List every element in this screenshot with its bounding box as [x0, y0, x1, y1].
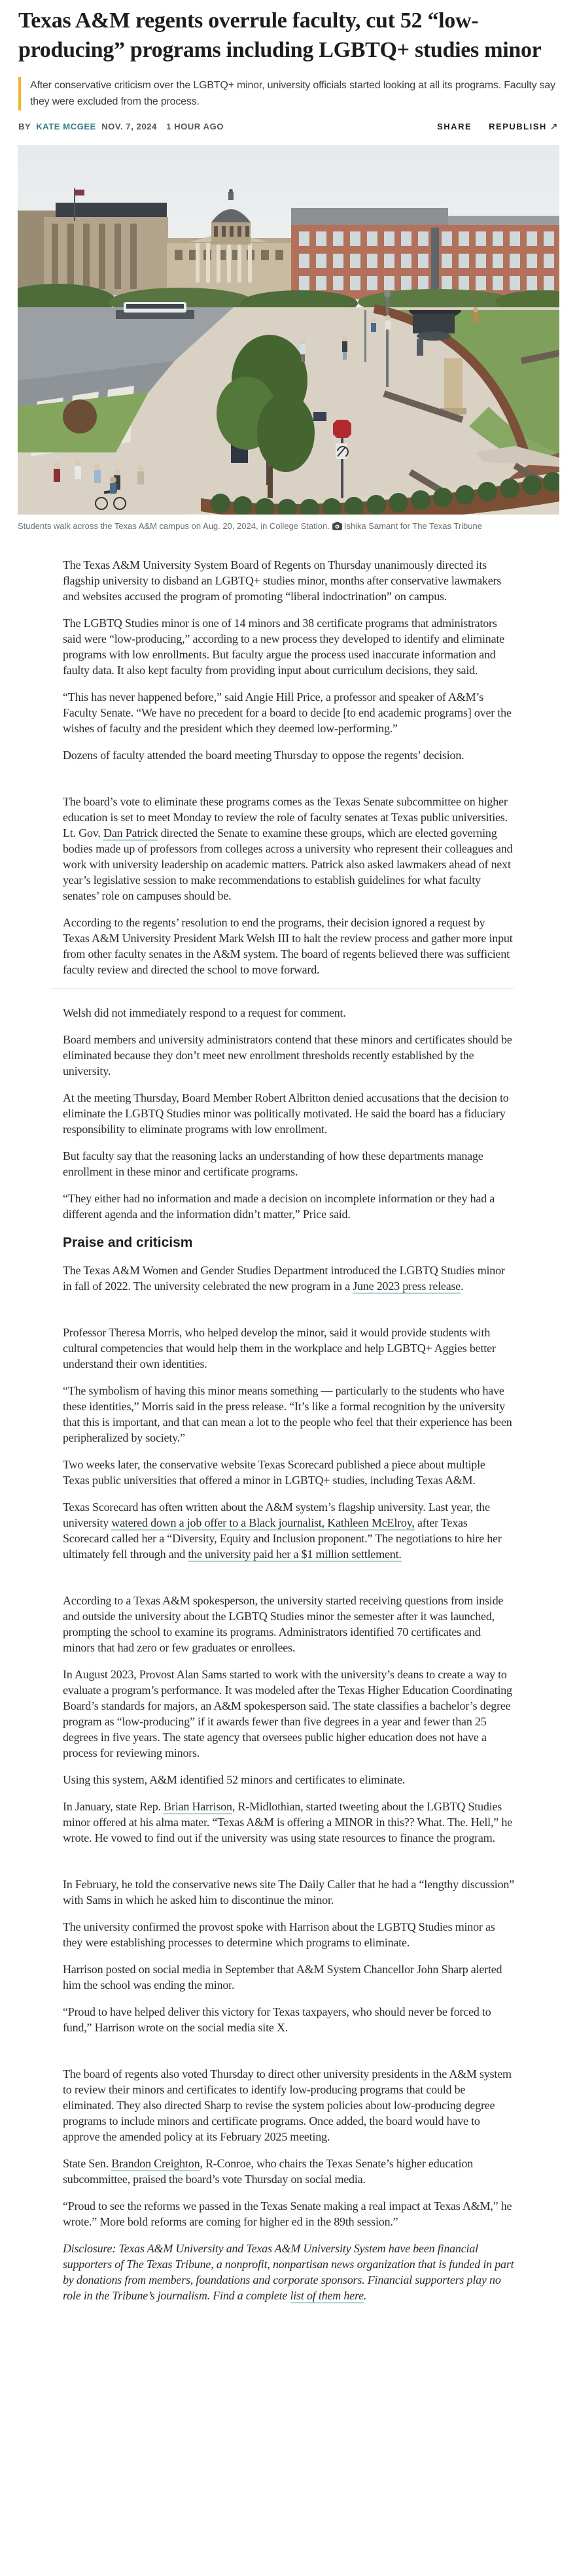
article-paragraph: In January, state Rep. Brian Harrison, R-Midlothian, started tweeting about the LGBTQ Studies minor offered at his alma mater. “Texas A&M is offering a MINOR in this?? What. The. Hell,” he wrote. He vowed to find out if the university was using state resources to finance the program.	[63, 1800, 512, 1845]
photo-caption	[18, 520, 559, 534]
article-paragraph: In August 2023, Provost Alan Sams started to work with the university’s deans to create a way to evaluate a program’s performance. It was modeled after the Texas Higher Education Coordinating Board’s standards for majors, an A&M spokesperson said. The state classifies a bachelor’s degree program as “low-producing” if it awards fewer than five degrees in a year and fewer than 25 degrees in five years. The state agency that oversees public higher education does not have a process for reviewing minors.	[63, 1668, 512, 1760]
ad-spacer	[63, 1857, 514, 1876]
inline-link[interactable]: June 2023 press release	[353, 1280, 461, 1293]
article-page	[0, 7, 577, 2334]
ad-spacer	[63, 1305, 514, 1325]
ad-spacer	[63, 2046, 514, 2066]
article-body	[63, 557, 514, 2303]
article-summary	[18, 77, 567, 110]
inline-link[interactable]: Brandon Creighton	[111, 2157, 200, 2171]
article-paragraph: “This has never happened before,” said Angie Hill Price, a professor and speaker of A&M’s Faculty Senate. “We have no precedent for a board to decide [to end academic programs] over the wishes of faculty and the president which they deemed low-performing.”	[63, 690, 512, 736]
article-paragraph: But faculty say that the reasoning lacks an understanding of how these departments manage enrollment in these minor and certificate programs.	[63, 1149, 483, 1179]
article-paragraph: The board of regents also voted Thursday to direct other university presidents in the A&M system to review their minors and certificates to identify low-producing programs that could be eliminated. They also directed Sharp to revise the system policies about low-producing degree programs to include minors and certificate programs. Once added, the board would have to approve the amended policy at its February 2025 meeting.	[63, 2067, 512, 2144]
article-paragraph: At the meeting Thursday, Board Member Robert Albritton denied accusations that the decision to eliminate the LGBTQ Studies minor was politically motivated. He said the board has a fiduciary responsibility to eliminate programs with low enrollment.	[63, 1091, 509, 1136]
article-paragraph: In February, he told the conservative news site The Daily Caller that he had a “lengthy discussion” with Sams in which he asked him to discontinue the minor.	[63, 1878, 514, 1907]
article-paragraph: The Texas A&M University System Board of Regents on Thursday unanimously directed its flagship university to disband an LGBTQ+ studies minor, months after conservative lawmakers and websites accused the program of promoting “liberal indoctrination” on campus.	[63, 558, 502, 603]
time-ago: 1 HOUR AGO	[166, 121, 224, 131]
ad-spacer	[63, 1573, 514, 1593]
author-link[interactable]: KATE MCGEE	[36, 121, 96, 131]
article-paragraph: Disclosure: Texas A&M University and Texas A&M University System have been financial supporters of The Texas Tribune, a nonprofit, nonpartisan news organization that is funded in part by donations from members, foundations and corporate sponsors. Financial supporters play no role in the Tribune’s journalism. Find a complete list of them here.	[63, 2242, 514, 2303]
article-paragraph: The board’s vote to eliminate these programs comes as the Texas Senate subcommittee on higher education is set to meet Monday to review the role of faculty senates at Texas public universities. Lt. Gov. Dan Patrick directed the Senate to examine these groups, which are elected governing bodies made up of professors from colleges across a university who represent their colleagues and work with university leadership on academic matters. Patrick also asked lawmakers ahead of next year’s legislative session to make recommendations to establish guidelines for what faculty senates’ role on campuses should be.	[63, 795, 513, 903]
byline-prefix: BY	[18, 121, 31, 131]
article-paragraph: Welsh did not immediately respond to a request for comment.	[63, 1006, 346, 1020]
camera-icon	[332, 522, 342, 534]
article-paragraph: According to a Texas A&M spokesperson, the university started receiving questions from inside and outside the university about the LGBTQ Studies minor the semester after it was launched, prompting the school to examine its programs. Administrators identified 70 certificates and minors that had zero or few graduates or enrollees.	[63, 1594, 504, 1655]
inline-link[interactable]: list of them here	[290, 2289, 364, 2303]
article-paragraph: Harrison posted on social media in September that A&M System Chancellor John Sharp alerted him the school was ending the minor.	[63, 1963, 502, 1992]
article-paragraph: Using this system, A&M identified 52 minors and certificates to eliminate.	[63, 1773, 406, 1787]
article-paragraph: “Proud to see the reforms we passed in the Texas Senate making a real impact at Texas A&M,” he wrote.” More bold reforms are coming for higher ed in the 89th session.”	[63, 2199, 512, 2229]
article-paragraph: Board members and university administrators contend that these minors and certificates should be eliminated because they don’t meet new enrollment thresholds recently established by the university.	[63, 1033, 512, 1078]
article-paragraph: Dozens of faculty attended the board meeting Thursday to oppose the regents’ decision.	[63, 749, 464, 762]
article-paragraph: “The symbolism of having this minor means something — particularly to the students who have these identities,” Morris said in the press release. “It’s like a formal recognition by the university that this is important, and that can mean a lot to the people who feel that their experience has been peripheralized by society.”	[63, 1384, 512, 1445]
article-paragraph: The LGBTQ Studies minor is one of 14 minors and 38 certificate programs that administrators said were “low-producing,” according to a new process they developed to identify and eliminate programs with low enrollments. But faculty argue the process used inaccurate information and faulty data. It also kept faculty from providing input about curriculum decisions, they said.	[63, 617, 504, 677]
caption-text: Students walk across the Texas A&M campus on Aug. 20, 2024, in College Station.	[18, 520, 330, 531]
inline-link[interactable]: the university paid her a $1 million settlement.	[188, 1548, 402, 1561]
summary-text: After conservative criticism over the LGBTQ+ minor, university officials started looking at all its programs. Faculty say they were excluded from the process.	[30, 79, 555, 108]
share-button[interactable]	[437, 122, 472, 131]
article-paragraph: Two weeks later, the conservative website Texas Scorecard published a piece about multiple Texas public universities that offered a minor in LGBTQ+ studies, including Texas A&M.	[63, 1458, 485, 1487]
article-paragraph: State Sen. Brandon Creighton, R-Conroe, who chairs the Texas Senate’s higher education subcommittee, praised the board’s vote Thursday on social media.	[63, 2157, 474, 2186]
arrow-up-right-icon: ↗	[550, 120, 559, 131]
article-title: Texas A&M regents overrule faculty, cut 52 “low-producing” programs including LGBTQ+ studies minor	[18, 8, 542, 62]
campus-photo-illustration	[18, 145, 559, 515]
byline	[18, 122, 224, 131]
article-paragraph: Professor Theresa Morris, who helped develop the minor, said it would provide students with cultural competencies that would help them in the workplace and help LGBTQ+ Aggies better understand their own identities.	[63, 1326, 496, 1371]
republish-button[interactable]	[489, 121, 559, 132]
inline-link[interactable]: Dan Patrick	[103, 826, 158, 840]
caption-credit: Ishika Samant for The Texas Tribune	[343, 520, 482, 531]
share-label: SHARE	[437, 121, 472, 131]
hero-photo	[18, 145, 559, 515]
byline-row	[18, 121, 559, 132]
section-heading: Praise and criticism	[63, 1235, 193, 1251]
article-paragraph: “Proud to have helped deliver this victory for Texas taxpayers, who should never be forced to fund,” Harrison wrote on the social media site X.	[63, 2005, 491, 2035]
inline-link[interactable]: Brian Harrison	[164, 1800, 232, 1814]
ad-spacer	[63, 774, 514, 794]
article-paragraph: “They either had no information and made a decision on incomplete information or they had a different agenda and the information didn’t matter,” Price said.	[63, 1192, 495, 1221]
republish-label: REPUBLISH	[489, 121, 547, 131]
publish-date: NOV. 7, 2024	[101, 121, 157, 131]
inline-link[interactable]: watered down a job offer to a Black journalist, Kathleen McElroy,	[111, 1516, 415, 1530]
article-paragraph: The Texas A&M Women and Gender Studies Department introduced the LGBTQ Studies minor in fall of 2022. The university celebrated the new program in a June 2023 press release.	[63, 1264, 505, 1293]
article-paragraph: According to the regents’ resolution to end the programs, their decision ignored a request by Texas A&M University President Mark Welsh III to halt the review process and gather more input from other faculty senates in the A&M system. The board of regents believed there was sufficient faculty review and directed the school to move forward.	[63, 916, 513, 977]
article-paragraph: The university confirmed the provost spoke with Harrison about the LGBTQ Studies minor as they were establishing processes to determine which programs to eliminate.	[63, 1920, 495, 1950]
article-paragraph: Texas Scorecard has often written about the A&M system’s flagship university. Last year, the university watered down a job offer to a Black journalist, Kathleen McElroy, after Texas Scorecard called her a “Diversity, Equity and Inclusion proponent.” The negotiations to hire her ultimately fell through and the university paid her a $1 million settlement.	[63, 1500, 502, 1561]
article-actions	[437, 121, 559, 132]
